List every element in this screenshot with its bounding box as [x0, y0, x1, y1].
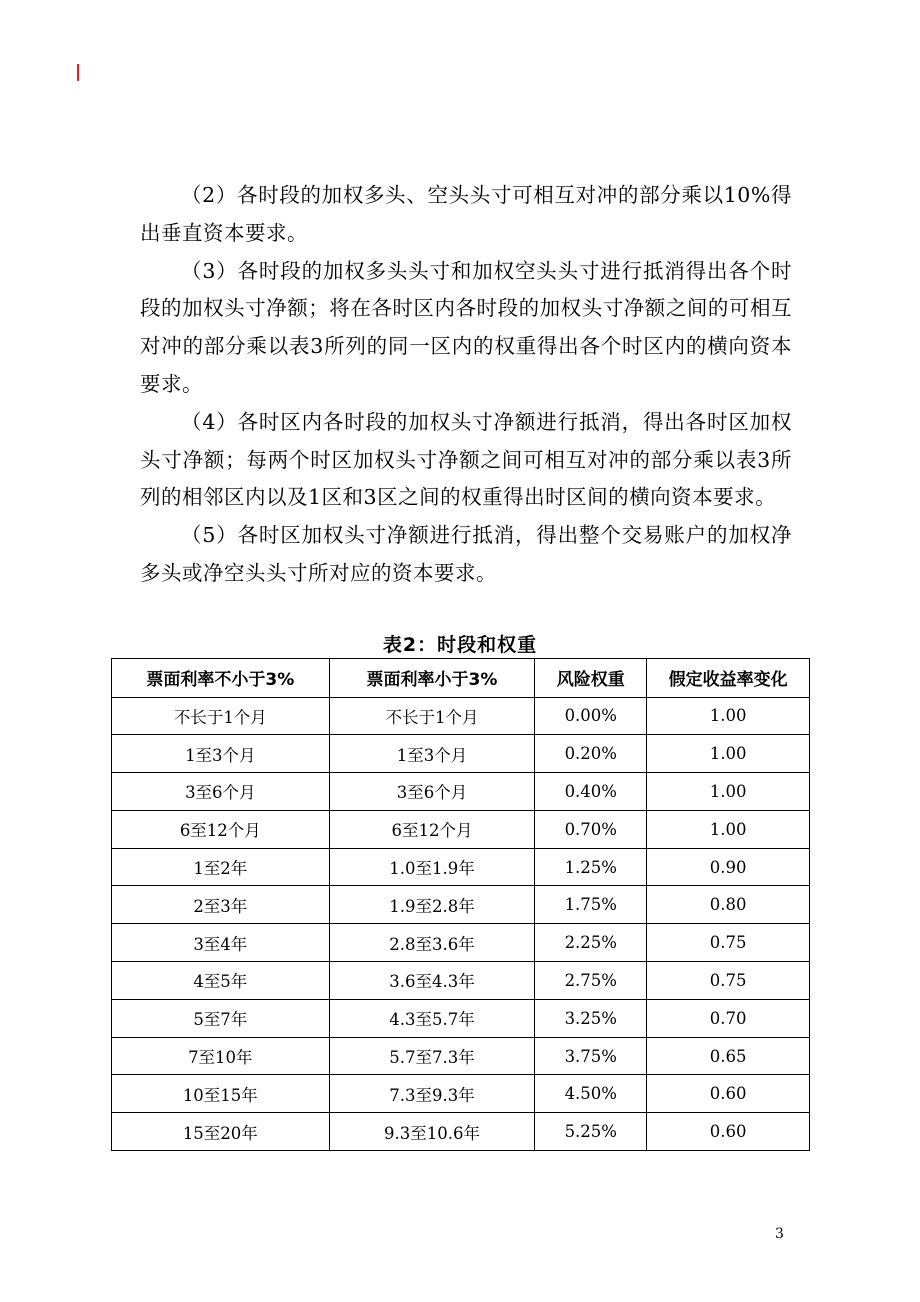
margin-mark	[77, 64, 79, 81]
cell-yield-change: 0.80	[647, 886, 810, 924]
cell-coupon-ge-3: 3至4年	[112, 924, 330, 962]
cell-coupon-ge-3: 10至15年	[112, 1075, 330, 1113]
body-text	[140, 177, 792, 593]
table-header-row	[112, 659, 810, 698]
table-row	[112, 773, 810, 811]
cell-risk-weight: 1.75%	[535, 886, 647, 924]
cell-risk-weight: 1.25%	[535, 848, 647, 886]
cell-risk-weight: 3.25%	[535, 999, 647, 1037]
table-row	[112, 886, 810, 924]
cell-yield-change: 0.75	[647, 924, 810, 962]
cell-coupon-ge-3: 6至12个月	[112, 810, 330, 848]
cell-coupon-lt-3: 1.0至1.9年	[329, 848, 535, 886]
cell-yield-change: 0.75	[647, 962, 810, 1000]
cell-yield-change: 0.60	[647, 1113, 810, 1151]
header-yield-change: 假定收益率变化	[647, 659, 810, 698]
header-coupon-ge-3: 票面利率不小于3%	[112, 659, 330, 698]
cell-coupon-ge-3: 不长于1个月	[112, 697, 330, 735]
cell-risk-weight: 0.20%	[535, 735, 647, 773]
cell-risk-weight: 0.00%	[535, 697, 647, 735]
cell-coupon-lt-3: 3至6个月	[329, 773, 535, 811]
paragraph-3: （3）各时段的加权多头头寸和加权空头头寸进行抵消得出各个时段的加权头寸净额；将在各时区内各时段的加权头寸净额之间的可相互对冲的部分乘以表3所列的同一区内的权重得出各个时区内的横向资本要求。	[140, 258, 792, 396]
cell-risk-weight: 2.75%	[535, 962, 647, 1000]
table-row	[112, 1037, 810, 1075]
cell-risk-weight: 0.40%	[535, 773, 647, 811]
table-row	[112, 848, 810, 886]
table-title: 表2：时段和权重	[382, 634, 538, 656]
cell-risk-weight: 5.25%	[535, 1113, 647, 1151]
cell-risk-weight: 4.50%	[535, 1075, 647, 1113]
table-row	[112, 735, 810, 773]
cell-coupon-ge-3: 1至2年	[112, 848, 330, 886]
cell-yield-change: 0.60	[647, 1075, 810, 1113]
table-row	[112, 1075, 810, 1113]
cell-coupon-lt-3: 不长于1个月	[329, 697, 535, 735]
cell-yield-change: 0.90	[647, 848, 810, 886]
cell-coupon-lt-3: 4.3至5.7年	[329, 999, 535, 1037]
paragraph-4: （4）各时区内各时段的加权头寸净额进行抵消，得出各时区加权头寸净额；每两个时区加权头寸净额之间可相互对冲的部分乘以表3所列的相邻区内以及1区和3区之间的权重得出时区间的横向资本要求。	[140, 409, 792, 510]
cell-coupon-lt-3: 3.6至4.3年	[329, 962, 535, 1000]
cell-coupon-lt-3: 1至3个月	[329, 735, 535, 773]
cell-coupon-ge-3: 3至6个月	[112, 773, 330, 811]
header-coupon-lt-3: 票面利率小于3%	[329, 659, 535, 698]
cell-coupon-ge-3: 2至3年	[112, 886, 330, 924]
cell-coupon-ge-3: 4至5年	[112, 962, 330, 1000]
cell-coupon-lt-3: 5.7至7.3年	[329, 1037, 535, 1075]
table-row	[112, 924, 810, 962]
cell-coupon-ge-3: 1至3个月	[112, 735, 330, 773]
cell-coupon-ge-3: 5至7年	[112, 999, 330, 1037]
cell-yield-change: 0.70	[647, 999, 810, 1037]
page-number: 3	[775, 1226, 784, 1242]
cell-yield-change: 1.00	[647, 697, 810, 735]
cell-yield-change: 0.65	[647, 1037, 810, 1075]
cell-coupon-lt-3: 6至12个月	[329, 810, 535, 848]
table-row	[112, 999, 810, 1037]
cell-risk-weight: 0.70%	[535, 810, 647, 848]
cell-coupon-ge-3: 7至10年	[112, 1037, 330, 1075]
cell-yield-change: 1.00	[647, 810, 810, 848]
header-risk-weight: 风险权重	[535, 659, 647, 698]
cell-coupon-lt-3: 1.9至2.8年	[329, 886, 535, 924]
cell-yield-change: 1.00	[647, 773, 810, 811]
paragraph-2: （2）各时段的加权多头、空头头寸可相互对冲的部分乘以10%得出垂直资本要求。	[140, 183, 792, 245]
cell-risk-weight: 3.75%	[535, 1037, 647, 1075]
cell-yield-change: 1.00	[647, 735, 810, 773]
paragraph-5: （5）各时区加权头寸净额进行抵消，得出整个交易账户的加权净多头或净空头头寸所对应的资本要求。	[140, 523, 792, 585]
cell-coupon-lt-3: 2.8至3.6年	[329, 924, 535, 962]
table-row	[112, 697, 810, 735]
time-band-weight-table	[111, 658, 810, 1151]
table-row	[112, 810, 810, 848]
table-row	[112, 1113, 810, 1151]
table-row	[112, 962, 810, 1000]
cell-coupon-lt-3: 7.3至9.3年	[329, 1075, 535, 1113]
cell-risk-weight: 2.25%	[535, 924, 647, 962]
cell-coupon-ge-3: 15至20年	[112, 1113, 330, 1151]
cell-coupon-lt-3: 9.3至10.6年	[329, 1113, 535, 1151]
